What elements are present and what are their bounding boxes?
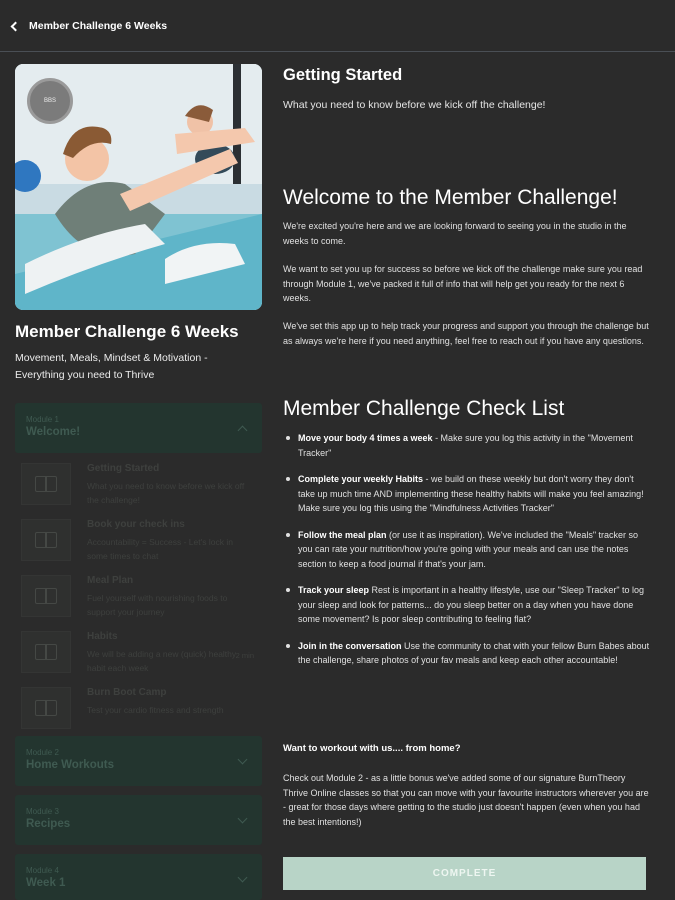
module-name: Home Workouts [26, 759, 114, 771]
module-3-header[interactable] [15, 795, 262, 845]
back-chevron-icon[interactable] [11, 21, 21, 31]
page-title: Member Challenge 6 Weeks [29, 19, 168, 32]
welcome-paragraph-1: We're excited you're here and we are looking forward to seeing you in the studio in the weeks to come. [283, 221, 627, 246]
module-name: Recipes [26, 818, 71, 830]
brand-badge [27, 78, 73, 124]
module-4-header[interactable] [15, 854, 262, 900]
module-kicker: Module 3 [26, 807, 59, 816]
lesson-description: Test your cardio fitness and strength [87, 705, 224, 715]
lesson-description: What you need to know before we kick off the challenge! [87, 481, 245, 505]
lesson-duration: 2 min [235, 651, 254, 660]
book-icon [35, 588, 57, 604]
lesson-title: Book your check ins [87, 519, 185, 530]
module-kicker: Module 4 [26, 866, 59, 875]
lesson-description: Fuel yourself with nourishing foods to support your journey [87, 593, 228, 617]
course-subtitle: Movement, Meals, Mindset & Motivation - Everything you need to Thrive [15, 352, 208, 381]
module-2-header[interactable] [15, 736, 262, 786]
welcome-heading: Welcome to the Member Challenge! [283, 186, 618, 209]
module-1-header[interactable] [15, 403, 262, 453]
lesson-description: We will be adding a new (quick) healthy habit each week [87, 649, 237, 673]
checklist-item: Follow the meal plan (or use it as inspiration). We've included the "Meals" tracker so you can rate your nutrition/how you're going with your meals and can use the notes section to keep a food journal if that's your jam. [283, 528, 653, 572]
book-icon [35, 700, 57, 716]
lesson-title: Getting Started [87, 463, 160, 474]
lesson-thumbnail [21, 687, 71, 729]
course-title: Member Challenge 6 Weeks [15, 322, 239, 341]
lesson-item-habits[interactable] [15, 627, 262, 679]
lesson-thumbnail [21, 519, 71, 561]
lesson-item-meal-plan[interactable] [15, 571, 262, 623]
book-icon [35, 476, 57, 492]
brand-badge-text: BBS [43, 98, 56, 104]
welcome-paragraph-3: We've set this app up to help track your progress and support you through the challenge but as always we're here if you need anything, feel free to reach out if you have any questions. [283, 321, 649, 346]
lesson-intro: What you need to know before we kick off the challenge! [283, 99, 546, 111]
lesson-heading: Getting Started [283, 66, 403, 84]
checklist-item: Complete your weekly Habits - we build on these weekly but don't worry they don't take up much time AND implementing these healthy habits will make you feel amazing! Make sure you log this using the "Mindfulness Activities Tracker" [283, 472, 653, 516]
lesson-title: Burn Boot Camp [87, 687, 167, 698]
checklist-item: Move your body 4 times a week - Make sure you log this activity in the "Movement Tracker" [283, 431, 653, 460]
lesson-thumbnail [21, 463, 71, 505]
complete-button[interactable]: COMPLETE [283, 857, 646, 890]
lesson-title: Meal Plan [87, 575, 134, 586]
checklist [283, 431, 653, 680]
lesson-item-book-check-ins[interactable] [15, 515, 262, 567]
module-kicker: Module 2 [26, 748, 59, 757]
module-kicker: Module 1 [26, 415, 59, 424]
lesson-description: Accountability = Success - Let's lock in some times to chat [87, 537, 233, 561]
module-name: Week 1 [26, 877, 66, 889]
home-workout-heading: Want to workout with us.... from home? [283, 743, 461, 754]
lesson-item-burn-boot-camp[interactable] [15, 683, 262, 735]
module-name: Welcome! [26, 426, 81, 438]
lesson-thumbnail [21, 631, 71, 673]
checklist-item: Track your sleep Rest is important in a healthy lifestyle, use our "Sleep Tracker" to log your sleep and look for patterns... do you sleep better on a day when you have done some movement? Is poor sleep contributing to feeling flat? [283, 583, 653, 627]
lesson-title: Habits [87, 631, 118, 642]
lesson-list [15, 453, 262, 733]
checklist-heading: Member Challenge Check List [283, 397, 565, 420]
lesson-item-getting-started[interactable] [15, 459, 262, 511]
course-hero-image [15, 64, 262, 310]
book-icon [35, 644, 57, 660]
top-bar [0, 0, 675, 52]
checklist-item: Join in the conversation Use the community to chat with your fellow Burn Babes about the challenge, share photos of your fav meals and keep each other accountable! [283, 639, 653, 668]
welcome-paragraph-2: We want to set you up for success so before we kick off the challenge make sure you read through Module 1, we've packed it full of info that will help get you ready for the next 6 weeks. [283, 264, 643, 303]
home-workout-paragraph: Check out Module 2 - as a little bonus we've added some of our signature BurnTheory Thrive Online classes so that you can move with your favourite instructors wherever you are - great for those days where getting to the studio just doesn't happen (even when you had the best intentions!) [283, 773, 649, 827]
lesson-thumbnail [21, 575, 71, 617]
book-icon [35, 532, 57, 548]
